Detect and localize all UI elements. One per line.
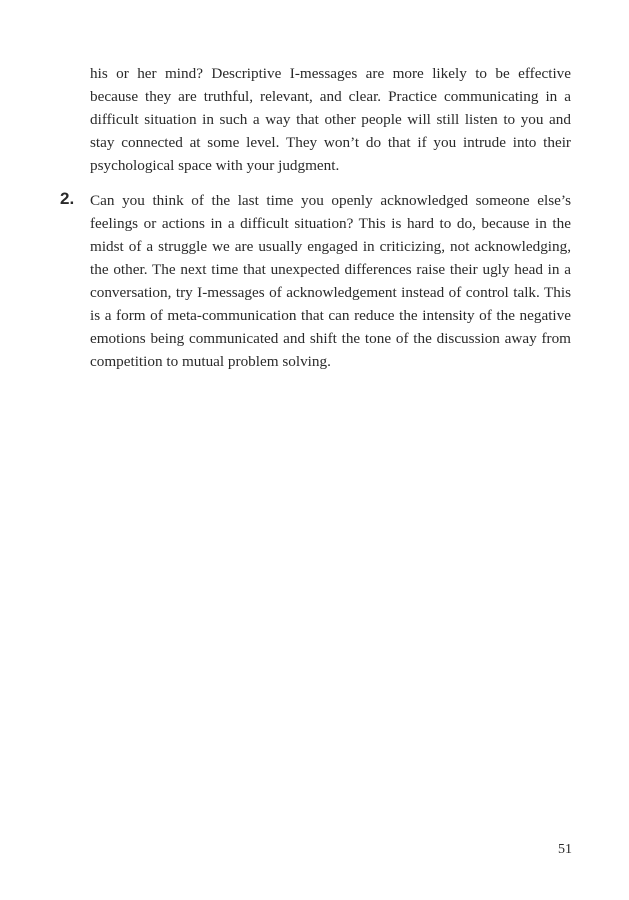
list-item-number: 2. <box>60 189 75 208</box>
continued-paragraph: his or her mind? Descriptive I-messages are more likely to be effective because they are truthful, relevant, and clear. Practice communicating in a difficult situation in such a way that other people will still listen to you and stay connected at some level. They won’t do that if you intrude into their psychological space with your judgment. <box>90 65 571 174</box>
list-item-text: Can you think of the last time you openly acknowledged someone else’s feelings or actions in a difficult situation? This is hard to do, because in the midst of a struggle we are usually engaged in criticizing, not acknowledging, the other. The next time that unexpected differences raise their ugly head in a conversation, try I-messages of acknowledgement instead of control talk. This is a form of meta-communication that can reduce the intensity of the negative emotions being communicated and shift the tone of the discussion away from competition to mutual problem solving. <box>90 192 571 370</box>
page-number: 51 <box>558 842 572 857</box>
